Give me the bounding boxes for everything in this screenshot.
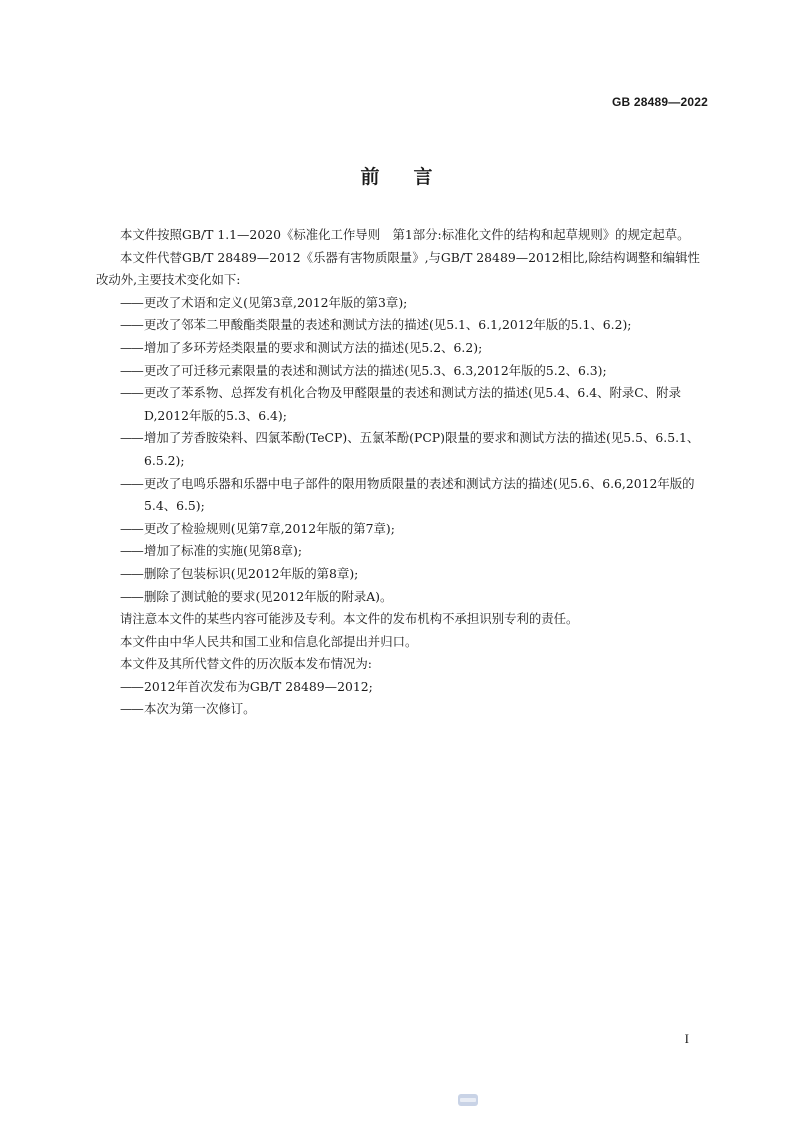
standard-code: GB 28489—2022 [612, 95, 708, 109]
foreword-body [96, 224, 712, 721]
paragraph: 本文件代替GB/T 28489—2012《乐器有害物质限量》,与GB/T 28489—2012相比,除结构调整和编辑性改动外,主要技术变化如下: [96, 249, 700, 288]
list-item [96, 563, 712, 586]
list-item [96, 337, 712, 360]
list-item-text: 更改了术语和定义(见第3章,2012年版的第3章); [144, 294, 408, 310]
list-item-text: 本次为第一次修订。 [144, 701, 256, 717]
list-item-text: 删除了测试舱的要求(见2012年版的附录A)。 [144, 588, 393, 604]
list-item-text: 更改了苯系物、总挥发有机化合物及甲醛限量的表述和测试方法的描述(见5.4、6.4、附录C、附录D,2012年版的5.3、6.4); [144, 385, 681, 423]
dash-marker: —— [120, 678, 143, 694]
list-item [96, 540, 712, 563]
list-item [96, 427, 712, 472]
dash-marker: —— [120, 588, 143, 604]
dash-marker: —— [120, 565, 143, 581]
list-item-text: 增加了芳香胺染料、四氯苯酚(TeCP)、五氯苯酚(PCP)限量的要求和测试方法的描述(见5.5、6.5.1、6.5.2); [144, 430, 700, 468]
list-item [96, 698, 712, 721]
list-item [96, 292, 712, 315]
dash-marker: —— [120, 543, 143, 559]
sac-logo-icon [457, 1092, 479, 1108]
dash-marker: —— [120, 317, 143, 333]
list-item-text: 更改了可迁移元素限量的表述和测试方法的描述(见5.3、6.3,2012年版的5.2、6.3); [144, 362, 607, 378]
list-item-text: 增加了多环芳烃类限量的要求和测试方法的描述(见5.2、6.2); [144, 339, 483, 355]
list-item [96, 314, 712, 337]
dash-marker: —— [120, 475, 143, 491]
paragraph: 本文件按照GB/T 1.1—2020《标准化工作导则 第1部分:标准化文件的结构和起草规则》的规定起草。 [120, 227, 690, 242]
list-item [96, 473, 712, 518]
paragraph: 请注意本文件的某些内容可能涉及专利。本文件的发布机构不承担识别专利的责任。 [120, 611, 579, 627]
dash-marker: —— [120, 520, 143, 536]
page-number: I [684, 1031, 689, 1046]
paragraph: 本文件及其所代替文件的历次版本发布情况为: [120, 656, 372, 672]
dash-marker: —— [120, 430, 143, 446]
list-item-text: 2012年首次发布为GB/T 28489—2012; [144, 678, 373, 694]
list-item-text: 更改了检验规则(见第7章,2012年版的第7章); [144, 520, 395, 536]
paragraph: 本文件由中华人民共和国工业和信息化部提出并归口。 [120, 633, 418, 649]
list-item [96, 518, 712, 541]
list-item [96, 382, 712, 427]
list-item-text: 更改了邻苯二甲酸酯类限量的表述和测试方法的描述(见5.1、6.1,2012年版的5.1、6.2); [144, 317, 632, 333]
list-item-text: 更改了电鸣乐器和乐器中电子部件的限用物质限量的表述和测试方法的描述(见5.6、6.6,2012年版的5.4、6.5); [144, 475, 695, 514]
dash-marker: —— [120, 294, 143, 310]
list-item [96, 586, 712, 609]
dash-marker: —— [120, 701, 143, 717]
list-item-text: 增加了标准的实施(见第8章); [144, 543, 303, 559]
list-item [96, 676, 712, 699]
list-item [96, 360, 712, 383]
logo-band [460, 1098, 476, 1102]
list-item-text: 删除了包装标识(见2012年版的第8章); [144, 565, 359, 581]
page-title: 前言 [360, 166, 467, 188]
dash-marker: —— [120, 385, 143, 401]
dash-marker: —— [120, 362, 143, 378]
dash-marker: —— [120, 339, 143, 355]
